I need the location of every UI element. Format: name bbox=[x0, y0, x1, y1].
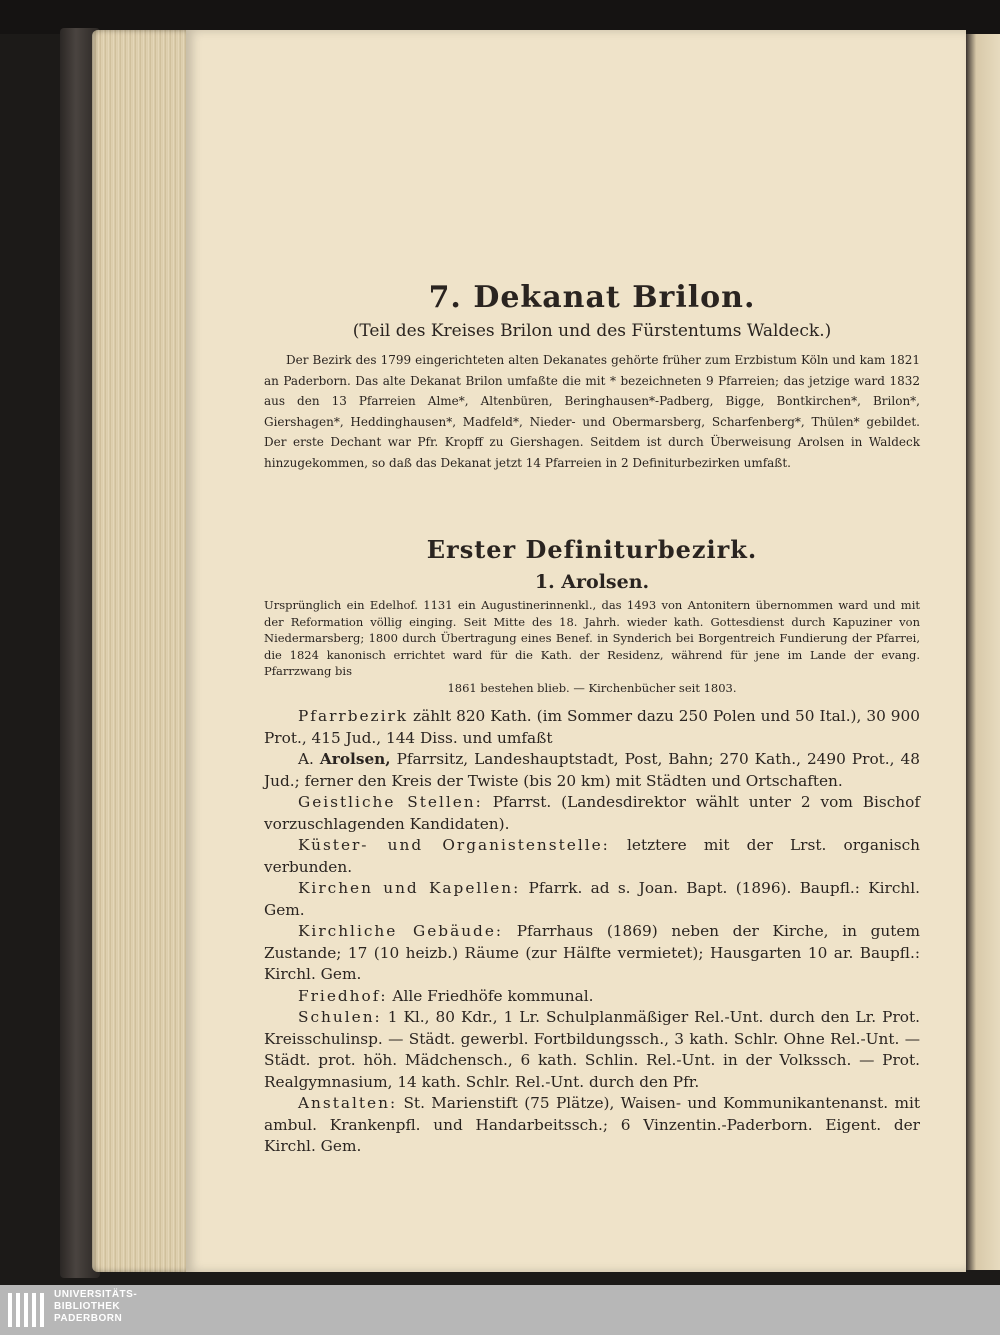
parish-history-end: 1861 bestehen blieb. — Kirchenbücher seit 1803. bbox=[447, 680, 737, 695]
library-name bbox=[54, 1289, 137, 1325]
text-stellen: Pfarrst. (Landesdirektor wählt unter 2 vom Bischof vorzuschlagenden Kandidaten). bbox=[264, 793, 920, 833]
paragraph-kuester bbox=[264, 835, 920, 878]
library-name-line3: PADERBORN bbox=[54, 1313, 123, 1324]
deanery-intro: Der Bezirk des 1799 eingerichteten alten Dekanates gehörte früher zum Erzbistum Köln und kam 1821 an Paderborn. Das alte Dekanat Brilon umfaßte die mit * bezeichneten 9 Pfarreien; das jetzige ward 1832 aus den 13 Pfarreien Alme*, Altenbüren, Beringhausen*-Padberg, Bigge, Bontkirchen*, Brilon*, Giershagen*, Heddinghausen*, Madfeld*, Nieder- und Obermarsberg, Scharfenberg*, Thülen* gebildet. Der erste Dechant war Pfr. Kropff zu Giershagen. Seitdem ist durch Überweisung Arolsen in Waldeck hinzugekommen, so daß das Dekanat jetzt 14 Pfarreien in 2 Definiturbezirken umfaßt. bbox=[264, 353, 920, 470]
parish-history: Ursprünglich ein Edelhof. 1131 ein Augustinerinnenkl., das 1493 von Antonitern übernommen ward und mit der Reformation völlig einging. Seit Mitte des 18. Jahrh. wieder kath. Gottesdienst durch Kapuziner von Niedermarsberg; 1800 durch Übertragung eines Benef. in Synderich bei Borgentreich Fundierung der Pfarrei, die 1824 kanonisch errichtet ward für die Kath. der Residenz, während für jene im Lande der evang. Pfarrzwang bis bbox=[264, 598, 920, 678]
text-schulen: 1 Kl., 80 Kdr., 1 Lr. Schulplanmäßiger Rel.-Unt. durch den Lr. Prot. Kreisschulinsp. — Städt. gewerbl. Fortbildungssch., 3 kath. Schlr. Ohne Rel.-Unt. — Städt. prot. höh. Mädchensch., 6 kath. Schlin. Rel.-Unt. in der Volkssch. — Prot. Realgymnasium, 14 kath. Schlr. Rel.-Unt. durch den Pfr. bbox=[264, 1008, 920, 1091]
text-kirchen: Pfarrk. ad s. Joan. Bapt. (1896). Baupfl.: Kirchl. Gem. bbox=[264, 879, 921, 919]
label-kuester: Küster- und Organistenstelle: bbox=[298, 836, 610, 854]
label-stellen: Geistliche Stellen: bbox=[298, 793, 483, 811]
paragraph-anstalten bbox=[264, 1093, 920, 1158]
paragraph-gebaeude bbox=[264, 921, 920, 986]
section-title: Erster Definiturbezirk. bbox=[426, 535, 758, 564]
paragraph-stellen bbox=[264, 792, 920, 835]
text-pfarrbezirk: zählt 820 Kath. (im Sommer dazu 250 Polen und 50 Ital.), 30 900 Prot., 415 Jud., 144 Diss. und umfaßt bbox=[264, 707, 920, 747]
page-edges bbox=[92, 30, 188, 1272]
text-anstalten: St. Marienstift (75 Plätze), Waisen- und Kommunikantenanst. mit ambul. Krankenpfl. und Handarbeitssch.; 6 Vinzentin.-Paderborn. Eigent. der Kirchl. Gem. bbox=[264, 1094, 920, 1155]
text-arolsen: Pfarrsitz, Landeshauptstadt, Post, Bahn; 270 Kath., 2490 Prot., 48 Jud.; ferner den Kreis der Twiste (bis 20 km) mit Städten und Ortschaften. bbox=[264, 750, 920, 790]
library-name-line1: UNIVERSITÄTS- bbox=[54, 1289, 138, 1300]
label-kirchen: Kirchen und Kapellen: bbox=[298, 879, 521, 897]
deanery-title: 7. Dekanat Brilon. bbox=[428, 280, 756, 315]
scan-background bbox=[0, 0, 1000, 34]
library-logo-icon bbox=[8, 1293, 48, 1327]
text-friedhof: Alle Friedhöfe kommunal. bbox=[387, 986, 594, 1005]
label-anstalten: Anstalten: bbox=[298, 1094, 398, 1112]
label-arolsen: Arolsen, bbox=[319, 750, 391, 768]
label-friedhof: Friedhof: bbox=[298, 986, 388, 1005]
page-content bbox=[264, 280, 920, 1158]
text-gebaeude: Pfarrhaus (1869) neben der Kirche, in gutem Zustande; 17 (10 heizb.) Räume (zur Hälfte vermietet); Hausgarten 10 ar. Baupfl.: Kirchl. Gem. bbox=[264, 922, 920, 983]
library-footer bbox=[0, 1285, 1000, 1335]
paragraph-arolsen bbox=[264, 749, 920, 792]
parish-title: 1. Arolsen. bbox=[534, 571, 650, 593]
paragraph-pfarrbezirk bbox=[264, 706, 920, 749]
label-schulen: Schulen: bbox=[298, 1008, 382, 1026]
paragraph-friedhof bbox=[264, 986, 920, 1008]
paragraph-kirchen bbox=[264, 878, 920, 921]
label-pfarrbezirk: Pfarrbezirk bbox=[298, 707, 409, 725]
library-name-line2: BIBLIOTHEK bbox=[54, 1301, 121, 1312]
label-gebaeude: Kirchliche Gebäude: bbox=[298, 922, 504, 940]
facing-page-edge bbox=[966, 34, 1000, 1270]
prefix-arolsen: A. bbox=[298, 750, 320, 768]
deanery-subtitle: (Teil des Kreises Brilon und des Fürstentums Waldeck.) bbox=[352, 321, 832, 341]
text-kuester: letztere mit der Lrst. organisch verbunden. bbox=[264, 836, 920, 876]
paragraph-schulen bbox=[264, 1007, 920, 1093]
